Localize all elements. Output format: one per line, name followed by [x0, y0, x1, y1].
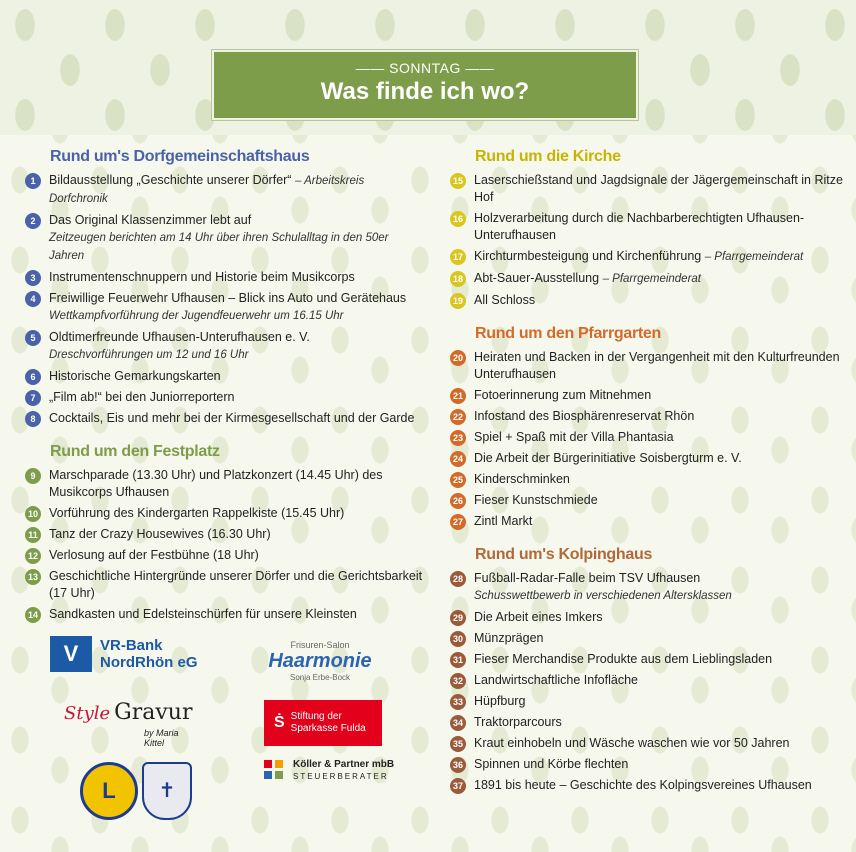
item-text: Holzverarbeitung durch die Nachbarberechtigten Ufhausen-Unterufhausen — [474, 211, 805, 242]
style-b: Gravur — [114, 700, 193, 725]
item-subtext: Wettkampfvorführung der Jugendfeuerwehr um 16.15 Uhr — [49, 310, 344, 322]
section — [450, 148, 850, 309]
item-text: Sandkasten und Edelsteinschürfen für unsere Kleinsten — [49, 607, 357, 621]
item-text: 1891 bis heute – Geschichte des Kolpingsvereines Ufhausen — [474, 778, 812, 792]
item-text: Infostand des Biosphärenreservat Rhön — [474, 409, 695, 423]
style-c: by Maria Kittel — [144, 728, 179, 748]
item-text: Fußball-Radar-Falle beim TSV Ufhausen — [474, 571, 701, 585]
list-item — [25, 212, 425, 265]
item-number-badge: 27 — [450, 514, 466, 530]
list-item — [450, 210, 850, 244]
item-number-badge: 9 — [25, 468, 41, 484]
item-text: Oldtimerfreunde Ufhausen-Unterufhausen e. V. — [49, 330, 310, 344]
list-item — [450, 630, 850, 647]
item-number-badge: 3 — [25, 270, 41, 286]
item-text: Vorführung des Kindergarten Rappelkiste (15.45 Uhr) — [49, 506, 345, 520]
style-a: Style — [64, 703, 111, 724]
item-number-badge: 34 — [450, 715, 466, 731]
item-text: Landwirtschaftliche Infofläche — [474, 673, 638, 687]
section — [25, 443, 425, 623]
item-number-badge: 17 — [450, 249, 466, 265]
list-item — [450, 777, 850, 794]
section-title: Rund um die Kirche — [475, 148, 621, 165]
item-text: Abt-Sauer-Ausstellung — [474, 271, 600, 285]
left-column — [25, 148, 425, 639]
item-text: Kraut einhobeln und Wäsche waschen wie vor 50 Jahren — [474, 736, 790, 750]
item-text: Fotoerinnerung zum Mitnehmen — [474, 388, 652, 402]
list-item — [25, 410, 425, 427]
item-number-badge: 32 — [450, 673, 466, 689]
item-text: Marschparade (13.30 Uhr) und Platzkonzert (14.45 Uhr) des Musikcorps Ufhausen — [49, 468, 383, 499]
section — [450, 546, 850, 794]
item-text: „Film ab!“ bei den Juniorreportern — [49, 390, 235, 404]
list-item — [450, 172, 850, 206]
section — [450, 325, 850, 530]
list-item — [25, 269, 425, 286]
item-number-badge: 28 — [450, 571, 466, 587]
list-item — [25, 606, 425, 623]
item-text: Die Arbeit eines Imkers — [474, 610, 603, 624]
item-text: Laserschießstand und Jagdsignale der Jägergemeinschaft in Ritze Hof — [474, 173, 843, 204]
item-number-badge: 19 — [450, 293, 466, 309]
item-text: Münzprägen — [474, 631, 544, 645]
item-subtext: Dreschvorführungen um 12 und 16 Uhr — [49, 349, 249, 361]
list-item — [450, 292, 850, 309]
item-number-badge: 24 — [450, 451, 466, 467]
item-number-badge: 36 — [450, 757, 466, 773]
list-item — [450, 429, 850, 446]
item-text: Historische Gemarkungskarten — [49, 369, 221, 383]
list-item — [25, 568, 425, 602]
section-title: Rund um den Festplatz — [50, 443, 220, 460]
item-subtext: – Pfarrgemeinderat — [602, 273, 702, 285]
lions-logo — [80, 762, 192, 820]
vr-bank-logo — [50, 636, 198, 672]
vr-mark-icon: V — [50, 636, 92, 672]
item-number-badge: 12 — [25, 548, 41, 564]
item-number-badge: 4 — [25, 291, 41, 307]
list-item — [25, 505, 425, 522]
list-item — [450, 756, 850, 773]
item-text: Geschichtliche Hintergründe unserer Dörfer und die Gerichtsbarkeit (17 Uhr) — [49, 569, 423, 600]
item-text: Fieser Kunstschmiede — [474, 493, 598, 507]
list-item — [450, 693, 850, 710]
title-day: —— SONNTAG —— — [355, 60, 495, 76]
section — [25, 148, 425, 427]
item-number-badge: 23 — [450, 430, 466, 446]
item-number-badge: 2 — [25, 213, 41, 229]
list-item — [450, 471, 850, 488]
list-item — [25, 368, 425, 385]
item-number-badge: 10 — [25, 506, 41, 522]
list-item — [450, 270, 850, 288]
list-item — [25, 389, 425, 406]
sparkasse-logo — [264, 700, 382, 746]
item-text: Traktorparcours — [474, 715, 562, 729]
list-item — [450, 408, 850, 425]
section-title: Rund um's Kolpinghaus — [475, 546, 653, 563]
stylegravur-logo — [64, 700, 193, 748]
koeller-logo — [264, 758, 394, 781]
lions-badge-icon: L — [80, 762, 138, 820]
item-text: Verlosung auf der Festbühne (18 Uhr) — [49, 548, 259, 562]
item-number-badge: 7 — [25, 390, 41, 406]
list-item — [25, 290, 425, 325]
item-text: Tanz der Crazy Housewives (16.30 Uhr) — [49, 527, 271, 541]
spk-line1: Stiftung der — [290, 711, 342, 722]
item-text: Zintl Markt — [474, 514, 533, 528]
crest-icon: ✝ — [142, 762, 192, 820]
item-text: Instrumentenschnuppern und Historie beim Musikcorps — [49, 270, 355, 284]
item-number-badge: 20 — [450, 350, 466, 366]
list-item — [450, 492, 850, 509]
koeller-name: Köller & Partner mbB — [293, 759, 395, 770]
koeller-squares-icon — [264, 760, 283, 779]
list-item — [450, 609, 850, 626]
item-number-badge: 31 — [450, 652, 466, 668]
item-text: Spiel + Spaß mit der Villa Phantasia — [474, 430, 674, 444]
item-text: Die Arbeit der Bürgerinitiative Soisbergturm e. V. — [474, 451, 742, 465]
item-number-badge: 25 — [450, 472, 466, 488]
list-item — [450, 735, 850, 752]
list-item — [450, 714, 850, 731]
item-number-badge: 8 — [25, 411, 41, 427]
item-number-badge: 26 — [450, 493, 466, 509]
item-number-badge: 14 — [25, 607, 41, 623]
list-item — [450, 248, 850, 266]
item-text: Spinnen und Körbe flechten — [474, 757, 629, 771]
item-text: Bildausstellung „Geschichte unserer Dörfer“ — [49, 173, 292, 187]
sponsor-logos — [50, 636, 410, 836]
list-item — [25, 547, 425, 564]
item-number-badge: 16 — [450, 211, 466, 227]
title-day-text: SONNTAG — [389, 60, 461, 76]
spk-line2: Sparkasse Fulda — [290, 723, 366, 734]
item-subtext: – Arbeitskreis Dorfchronik — [49, 175, 365, 205]
item-text: Kinderschminken — [474, 472, 570, 486]
vr-line2: NordRhön eG — [100, 654, 198, 671]
item-text: Das Original Klassenzimmer lebt auf — [49, 213, 252, 227]
item-number-badge: 5 — [25, 330, 41, 346]
list-item — [25, 467, 425, 501]
list-item — [450, 513, 850, 530]
item-text: All Schloss — [474, 293, 536, 307]
list-item — [450, 387, 850, 404]
koeller-sub: STEUERBERATER — [293, 772, 389, 781]
item-subtext: Schusswettbewerb in verschiedenen Altersklassen — [474, 590, 732, 602]
item-text: Cocktails, Eis und mehr bei der Kirmesgesellschaft und der Garde — [49, 411, 415, 425]
item-subtext: – Pfarrgemeinderat — [704, 251, 804, 263]
harm-big: Haarmonie — [268, 650, 372, 672]
harm-sub: Sonja Erbe-Bock — [289, 673, 351, 682]
list-item — [450, 570, 850, 605]
item-number-badge: 22 — [450, 409, 466, 425]
haarmonie-logo — [260, 640, 380, 682]
sparkasse-s-icon: Ṡ — [274, 714, 285, 731]
harm-small: Frisuren-Salon — [290, 640, 350, 650]
item-number-badge: 37 — [450, 778, 466, 794]
item-number-badge: 35 — [450, 736, 466, 752]
vr-line1: VR-Bank — [100, 637, 163, 654]
list-item — [450, 450, 850, 467]
item-number-badge: 13 — [25, 569, 41, 585]
list-item — [450, 349, 850, 383]
item-number-badge: 29 — [450, 610, 466, 626]
page-title: Was finde ich wo? — [320, 78, 530, 105]
item-number-badge: 1 — [25, 173, 41, 189]
item-subtext: Zeitzeugen berichten am 14 Uhr über ihren Schulalltag in den 50er Jahren — [49, 232, 389, 262]
item-text: Kirchturmbesteigung und Kirchenführung — [474, 249, 702, 263]
item-text: Fieser Merchandise Produkte aus dem Lieblingsladen — [474, 652, 773, 666]
item-number-badge: 21 — [450, 388, 466, 404]
item-text: Hüpfburg — [474, 694, 526, 708]
title-box — [212, 50, 638, 120]
section-title: Rund um's Dorfgemeinschaftshaus — [50, 148, 310, 165]
item-text: Heiraten und Backen in der Vergangenheit mit den Kulturfreunden Unterufhausen — [474, 350, 840, 381]
item-text: Freiwillige Feuerwehr Ufhausen – Blick ins Auto und Gerätehaus — [49, 291, 407, 305]
item-number-badge: 6 — [25, 369, 41, 385]
list-item — [25, 172, 425, 208]
right-column — [450, 148, 850, 810]
item-number-badge: 11 — [25, 527, 41, 543]
item-number-badge: 33 — [450, 694, 466, 710]
section-title: Rund um den Pfarrgarten — [475, 325, 662, 342]
list-item — [25, 526, 425, 543]
list-item — [25, 329, 425, 364]
item-number-badge: 15 — [450, 173, 466, 189]
list-item — [450, 651, 850, 668]
item-number-badge: 18 — [450, 271, 466, 287]
list-item — [450, 672, 850, 689]
item-number-badge: 30 — [450, 631, 466, 647]
